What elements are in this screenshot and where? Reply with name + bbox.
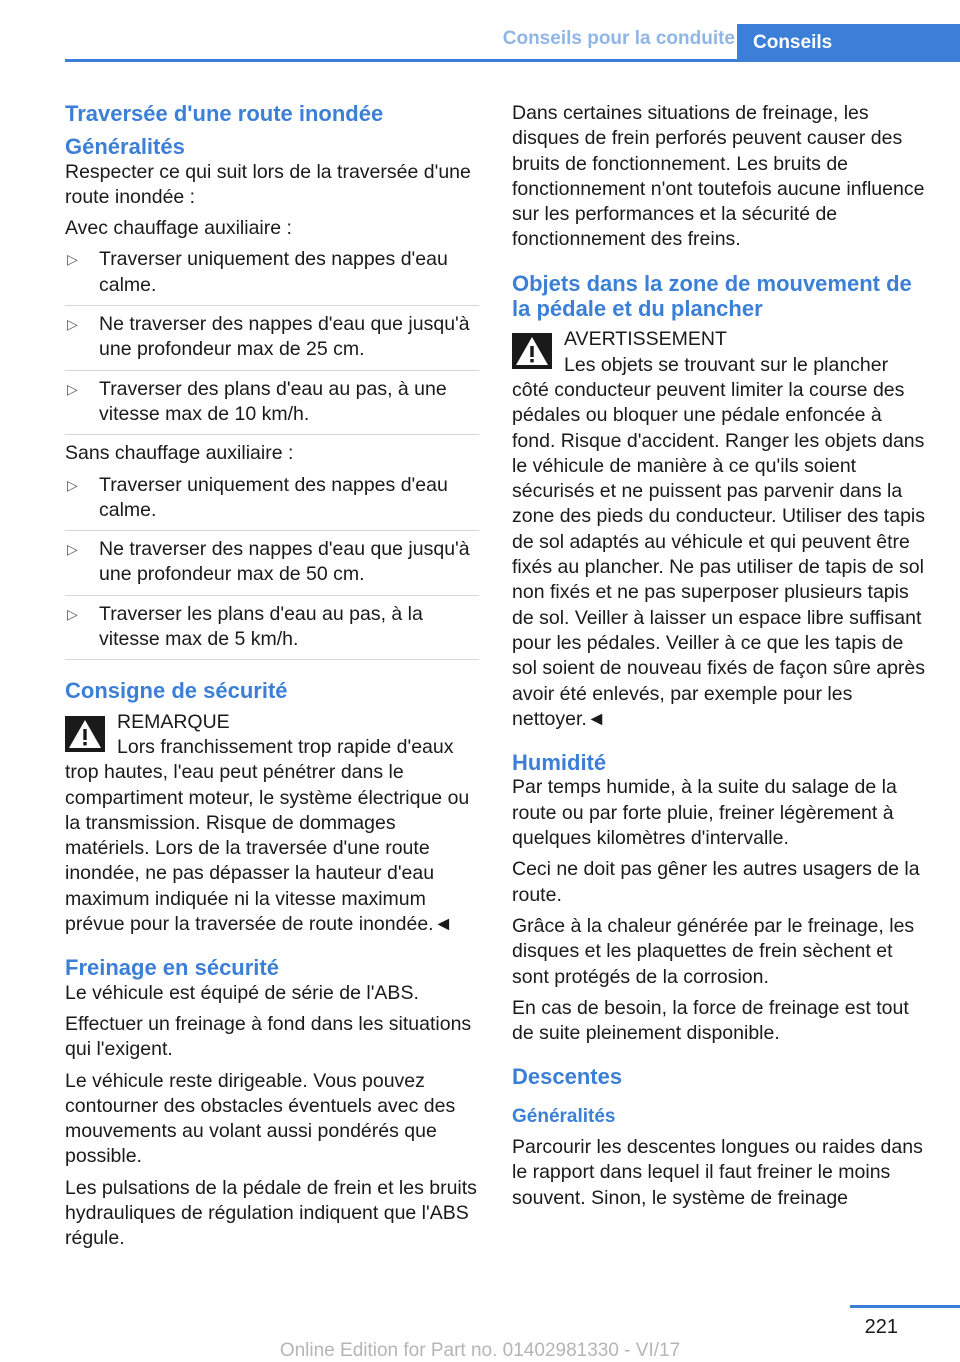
list-item: ▷ Ne traverser des nappes d'eau que jusqu'à une profondeur max de 25 cm.: [65, 312, 479, 371]
with-heating-label: Avec chauffage auxiliaire :: [65, 217, 292, 240]
intro-paragraph: Respecter ce qui suit lors de la traversée d'une route inondée :: [65, 160, 471, 208]
warning-title: AVERTISSEMENT: [564, 328, 727, 351]
descents-heading: Descentes: [512, 1064, 623, 1090]
descents-subheading: Généralités: [512, 1105, 616, 1127]
page-number: 221: [864, 1316, 898, 1338]
section-title: Traversée d'une route inondée: [65, 101, 384, 126]
humidity-paragraph: Par temps humide, à la suite du salage de la route ou par forte pluie, freiner légèrement à quelques kilomètres d'intervalle.: [512, 776, 897, 850]
triangle-bullet-icon: ▷: [67, 605, 78, 622]
without-heating-list: [65, 473, 479, 661]
warning-box: [512, 327, 926, 732]
header-rule: [65, 59, 960, 62]
triangle-bullet-icon: ▷: [67, 541, 78, 558]
braking-paragraph: Le véhicule est équipé de série de l'ABS.: [65, 981, 419, 1004]
braking-paragraph: Les pulsations de la pédale de frein et les bruits hydrauliques de régulation indiquent que l'ABS régule.: [65, 1176, 477, 1250]
left-column: [65, 101, 479, 1258]
list-item: ▷ Traverser uniquement des nappes d'eau calme.: [65, 473, 479, 532]
footer-rule: [850, 1305, 960, 1308]
list-item: ▷ Traverser des plans d'eau au pas, à une vitesse max de 10 km/h.: [65, 377, 479, 436]
section-tab[interactable]: Conseils: [737, 24, 960, 62]
warning-triangle-icon: [65, 716, 105, 752]
triangle-bullet-icon: ▷: [67, 251, 78, 268]
remark-text: Lors franchissement trop rapide d'eaux trop hautes, l'eau peut pénétrer dans le compartiment moteur, le système électrique ou la transmission. Risque de dommages matériels. Lors de la traversée d'une route inondée, ne pas dépasser la hauteur d'eau maximum indiquée ni la vitesse maximum prévue pour la traversée de route inondée.◄: [65, 735, 470, 936]
right-column: [512, 101, 926, 1217]
generalites-heading: Généralités: [65, 134, 185, 160]
safety-heading: Consigne de sécurité: [65, 678, 288, 704]
triangle-bullet-icon: ▷: [67, 476, 78, 493]
humidity-paragraph: Ceci ne doit pas gêner les autres usagers de la route.: [512, 858, 920, 906]
humidity-paragraph: Grâce à la chaleur générée par le freinage, les disques et les plaquettes de frein sèchent et sont protégés de la corrosion.: [512, 914, 915, 988]
page-header: [65, 24, 960, 62]
list-item: ▷ Traverser les plans d'eau au pas, à la vitesse max de 5 km/h.: [65, 602, 479, 661]
humidity-heading: Humidité: [512, 750, 607, 776]
remark-title: REMARQUE: [117, 710, 230, 733]
warning-text: Les objets se trouvant sur le plancher côté conducteur peuvent limiter la course des pédales ou bloquer une pédale enfoncée à fond. Risque d'accident. Ranger les objets dans le véhicule de manière à ce qu'ils soient sécurisés et ne puissent pas parvenir dans la zone des pieds du conducteur. Utiliser des tapis de sol adaptés au véhicule et qui peuvent être fixés au plancher. Ne pas utiliser de tapis de sol non fixés et ne pas superposer plusieurs tapis de sol. Veiller à laisser un espace libre suffisant pour les pédales. Veiller à ce que les tapis de sol soient de nouveau fixés de façon sûre après avoir été enlevés, par exemple pour les nettoyer.◄: [512, 353, 926, 730]
braking-paragraph: Effectuer un freinage à fond dans les situations qui l'exigent.: [65, 1012, 472, 1061]
braking-heading: Freinage en sécurité: [65, 955, 279, 981]
without-heating-label: Sans chauffage auxiliaire :: [65, 442, 294, 465]
triangle-bullet-icon: ▷: [67, 380, 78, 397]
humidity-paragraph: En cas de besoin, la force de freinage est tout de suite pleinement disponible.: [512, 996, 909, 1045]
descents-paragraph: Parcourir les descentes longues ou raides dans le rapport dans lequel il faut freiner le moins souvent. Sinon, le système de freinage: [512, 1135, 923, 1209]
objects-heading: Objets dans la zone de mouvement de la pédale et du plancher: [512, 270, 912, 322]
braking-paragraph: Le véhicule reste dirigeable. Vous pouvez contourner des obstacles éventuels avec des mouvements au volant aussi pondérés que possible.: [65, 1069, 456, 1168]
warning-triangle-icon: [512, 333, 552, 369]
with-heating-list: [65, 247, 479, 435]
remark-box: [65, 710, 479, 938]
breadcrumb[interactable]: Conseils pour la conduite: [502, 28, 735, 49]
edition-footer: Online Edition for Part no. 01402981330 - VI/17: [279, 1340, 681, 1361]
brake-noise-paragraph: Dans certaines situations de freinage, les disques de frein perforés peuvent causer des bruits de fonctionnement. Les bruits de fonctionnement n'ont toutefois aucune influence sur les performances et la sécurité de fonctionnement des freins.: [512, 102, 925, 251]
triangle-bullet-icon: ▷: [67, 316, 78, 333]
list-item: ▷ Traverser uniquement des nappes d'eau calme.: [65, 247, 479, 306]
list-item: ▷ Ne traverser des nappes d'eau que jusqu'à une profondeur max de 50 cm.: [65, 537, 479, 596]
